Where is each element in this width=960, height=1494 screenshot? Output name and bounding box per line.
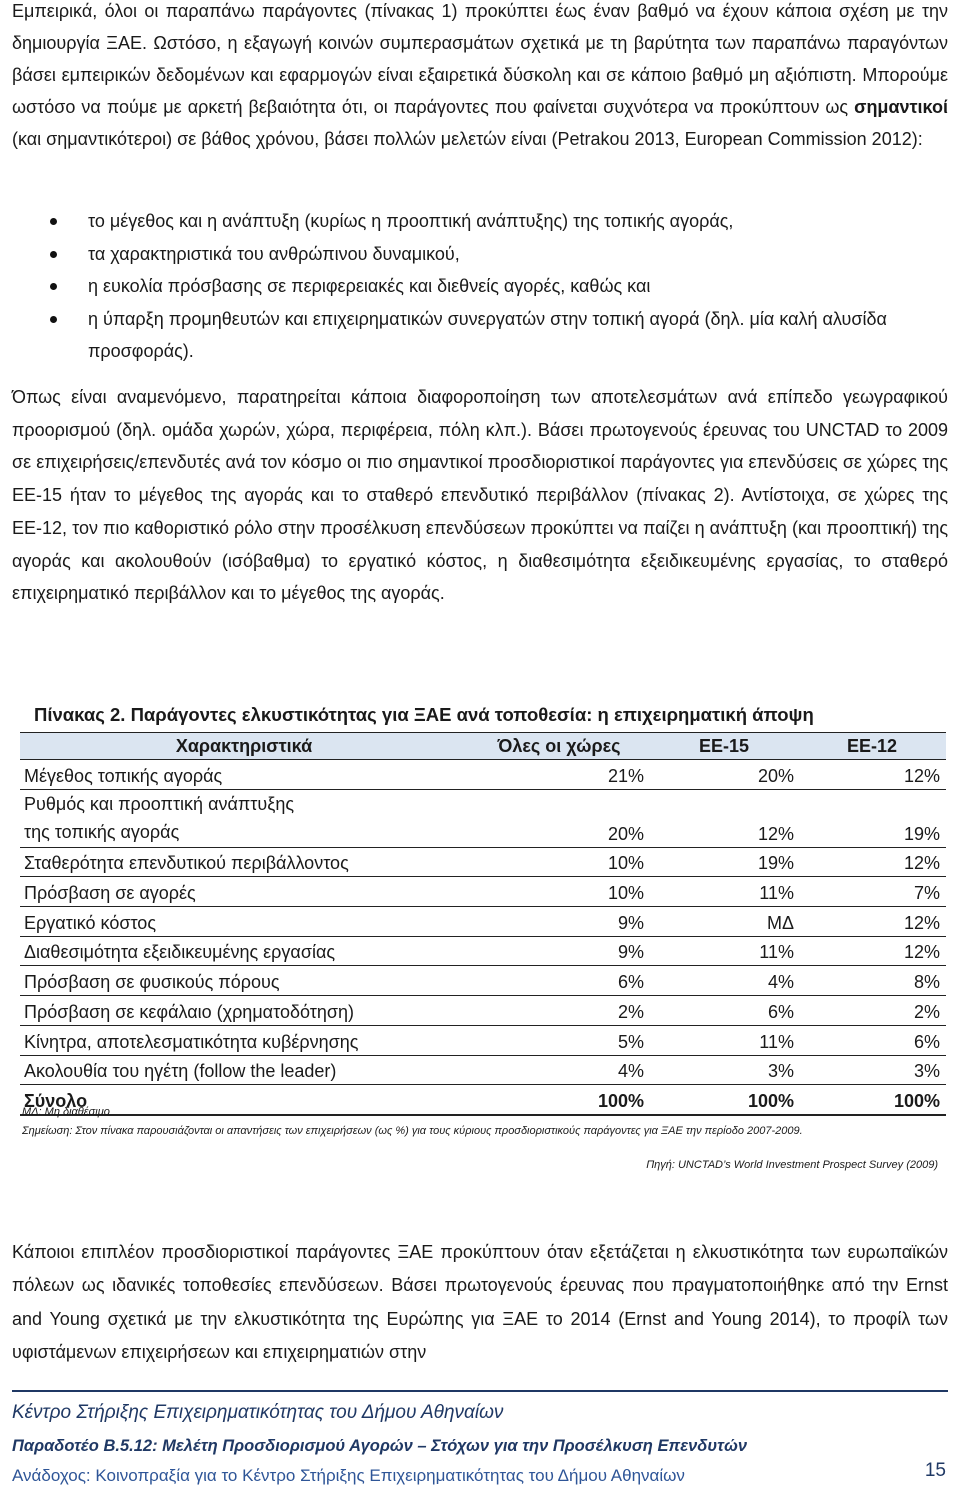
table-row xyxy=(20,966,946,996)
cell-value: 20% xyxy=(650,760,800,790)
table-title: Πίνακας 2. Παράγοντες ελκυστικότητας για ΞΑΕ ανά τοποθεσία: η επιχειρηματική άποψη xyxy=(34,704,814,725)
row-label: Σύνολο xyxy=(20,1085,470,1115)
row-label: Ακολουθία του ηγέτη (follow the leader) xyxy=(20,1055,470,1085)
table-source: Πηγή: UNCTAD’s World Investment Prospect Survey (2009) xyxy=(646,1159,938,1171)
cell-value: 12% xyxy=(800,907,946,937)
cell-value: 10% xyxy=(470,847,650,877)
intro-text-2: (και σημαντικότεροι) σε βάθος χρόνου, βάσει πολλών μελετών είναι (Petrakou 2013, European Commission 2012): xyxy=(12,129,923,149)
cell-value: 100% xyxy=(470,1085,650,1115)
bullet-item: το μέγεθος και η ανάπτυξη (κυρίως η προοπτική ανάπτυξης) της τοπικής αγοράς, xyxy=(0,205,948,238)
row-label: Ρυθμός και προοπτική ανάπτυξης της τοπικής αγοράς xyxy=(20,789,470,847)
table-header-row xyxy=(20,733,946,760)
row-label: Κίνητρα, αποτελεσματικότητα κυβέρνησης xyxy=(20,1025,470,1055)
bullet-dot-icon xyxy=(50,218,57,225)
col-header: ΕΕ-15 xyxy=(650,733,800,760)
table-row xyxy=(20,760,946,790)
cell-value: 19% xyxy=(800,789,946,847)
table-row xyxy=(20,907,946,937)
table-row xyxy=(20,789,946,847)
factor-bullet-list xyxy=(0,205,960,368)
cell-value: 100% xyxy=(800,1085,946,1115)
cell-value: 2% xyxy=(800,996,946,1026)
table-note-na: ΜΔ: Μη διαθέσιμο xyxy=(22,1106,110,1118)
cell-value: 4% xyxy=(650,966,800,996)
cell-value: 8% xyxy=(800,966,946,996)
col-header: Χαρακτηριστικά xyxy=(20,733,470,760)
cell-value: 4% xyxy=(470,1055,650,1085)
cell-value: 11% xyxy=(650,877,800,907)
cell-value: 2% xyxy=(470,996,650,1026)
cell-value: 3% xyxy=(650,1055,800,1085)
cell-value: 19% xyxy=(650,847,800,877)
intro-bold-term: σημαντικοί xyxy=(854,97,948,117)
footer-deliverable: Παραδοτέο Β.5.12: Μελέτη Προσδιορισμού Αγορών – Στόχων για την Προσέλκυση Επενδυτών xyxy=(12,1437,748,1455)
table-row xyxy=(20,1025,946,1055)
row-label: Πρόσβαση σε αγορές xyxy=(20,877,470,907)
bullet-item: η ύπαρξη προμηθευτών και επιχειρηματικών συνεργατών στην τοπική αγορά (δηλ. μία καλή αλυσίδα προσφοράς). xyxy=(0,303,948,368)
table-row xyxy=(20,847,946,877)
cell-value: 12% xyxy=(800,936,946,966)
table-row xyxy=(20,936,946,966)
col-header: Όλες οι χώρες xyxy=(470,733,650,760)
row-label: Πρόσβαση σε φυσικούς πόρους xyxy=(20,966,470,996)
cell-value: 9% xyxy=(470,907,650,937)
bullet-item: η ευκολία πρόσβασης σε περιφερειακές και διεθνείς αγορές, καθώς και xyxy=(0,270,948,303)
row-label: Διαθεσιμότητα εξειδικευμένης εργασίας xyxy=(20,936,470,966)
cell-value: 7% xyxy=(800,877,946,907)
cell-value: 6% xyxy=(650,996,800,1026)
cell-value: 9% xyxy=(470,936,650,966)
cell-value: 11% xyxy=(650,936,800,966)
cell-value: 12% xyxy=(650,789,800,847)
table-row xyxy=(20,1055,946,1085)
footer-contractor: Ανάδοχος: Κοινοπραξία για το Κέντρο Στήριξης Επιχειρηματικότητας του Δήμου Αθηναίων xyxy=(12,1466,685,1485)
bullet-dot-icon xyxy=(50,251,57,258)
cell-value: 5% xyxy=(470,1025,650,1055)
page-number: 15 xyxy=(924,1460,946,1481)
cell-value: 6% xyxy=(470,966,650,996)
intro-text-1: Εμπειρικά, όλοι οι παραπάνω παράγοντες (πίνακας 1) προκύπτει έως έναν βαθμό να έχουν κάποια σχέση με την δημιουργία ΞΑΕ. Ωστόσο, η εξαγωγή κοινών συμπερασμάτων σχετικά με τη βαρύτητα των παραπάνω παραγόντων βάσει εμπειρικών δεδομένων και εφαρμογών είναι εξαιρετικά δύσκολη και σε κάποιο βαθμό μη αξιόπιστη. Μπορούμε ωστόσο να πούμε με αρκετή βεβαιότητα ότι, οι παράγοντες που φαίνεται συχνότερα να προκύπτουν ως xyxy=(12,1,948,117)
col-header: ΕΕ-12 xyxy=(800,733,946,760)
row-label: Εργατικό κόστος xyxy=(20,907,470,937)
cell-value: 21% xyxy=(470,760,650,790)
row-label: Μέγεθος τοπικής αγοράς xyxy=(20,760,470,790)
paragraph-ernst-young: Κάποιοι επιπλέον προσδιοριστικοί παράγοντες ΞΑΕ προκύπτουν όταν εξετάζεται η ελκυστικότητα των ευρωπαϊκών πόλεων ως ιδανικές τοποθεσίες επενδύσεων. Βάσει πρωτογενούς έρευνας που πραγματοποιήθηκε από την Ernst and Young σχετικά με την ελκυστικότητα της Ευρώπης για ΞΑΕ το 2014 (Ernst and Young 2014), το προφίλ των υφιστάμενων επιχειρήσεων και επιχειρηματιών στην xyxy=(12,1242,948,1362)
bullet-item: τα χαρακτηριστικά του ανθρώπινου δυναμικού, xyxy=(0,238,948,271)
cell-value: 11% xyxy=(650,1025,800,1055)
cell-value: 3% xyxy=(800,1055,946,1085)
cell-value: 12% xyxy=(800,847,946,877)
cell-value: 100% xyxy=(650,1085,800,1115)
row-label: Πρόσβαση σε κεφάλαιο (χρηματοδότηση) xyxy=(20,996,470,1026)
cell-value: 12% xyxy=(800,760,946,790)
cell-value: 20% xyxy=(470,789,650,847)
cell-value: 6% xyxy=(800,1025,946,1055)
factors-table xyxy=(20,732,946,1116)
cell-value: 10% xyxy=(470,877,650,907)
table-row xyxy=(20,877,946,907)
cell-value: ΜΔ xyxy=(650,907,800,937)
table-note: Σημείωση: Στον πίνακα παρουσιάζονται οι απαντήσεις των επιχειρήσεων (ως %) για τους κύριους προσδιοριστικούς παράγοντες για ΞΑΕ την περίοδο 2007-2009. xyxy=(22,1125,803,1137)
row-label: Σταθερότητα επενδυτικού περιβάλλοντος xyxy=(20,847,470,877)
paragraph-unctad: Όπως είναι αναμενόμενο, παρατηρείται κάποια διαφοροποίηση των αποτελεσμάτων ανά επίπεδο γεωγραφικού προορισμού (δηλ. ομάδα χωρών, χώρα, περιφέρεια, πόλη κλπ.). Βάσει πρωτογενούς έρευνας του UNCTAD το 2009 σε επιχειρήσεις/επενδυτές ανά τον κόσμο οι πιο σημαντικοί προσδιοριστικοί παράγοντες για επενδύσεις σε χώρες της ΕΕ-15 ήταν το μέγεθος της αγοράς και το σταθερό επενδυτικό περιβάλλον (πίνακας 2). Αντίστοιχα, σε χώρες της ΕΕ-12, τον πιο καθοριστικό ρόλο στην προσέλκυση επενδύσεων προκύπτει να παίζει η ανάπτυξη (και προοπτική) της αγοράς και ακολουθούν (ισόβαθμα) το εργατικό κόστος, η διαθεσιμότητα εξειδικευμένης εργασίας, το σταθερό επιχειρηματικό περιβάλλον και το μέγεθος της αγοράς. xyxy=(12,387,948,604)
bullet-dot-icon xyxy=(50,316,57,323)
bullet-dot-icon xyxy=(50,283,57,290)
footer-divider xyxy=(12,1390,948,1392)
table-row xyxy=(20,996,946,1026)
intro-paragraph xyxy=(12,0,948,155)
footer-organization: Κέντρο Στήριξης Επιχειρηματικότητας του Δήμου Αθηναίων xyxy=(12,1402,504,1423)
